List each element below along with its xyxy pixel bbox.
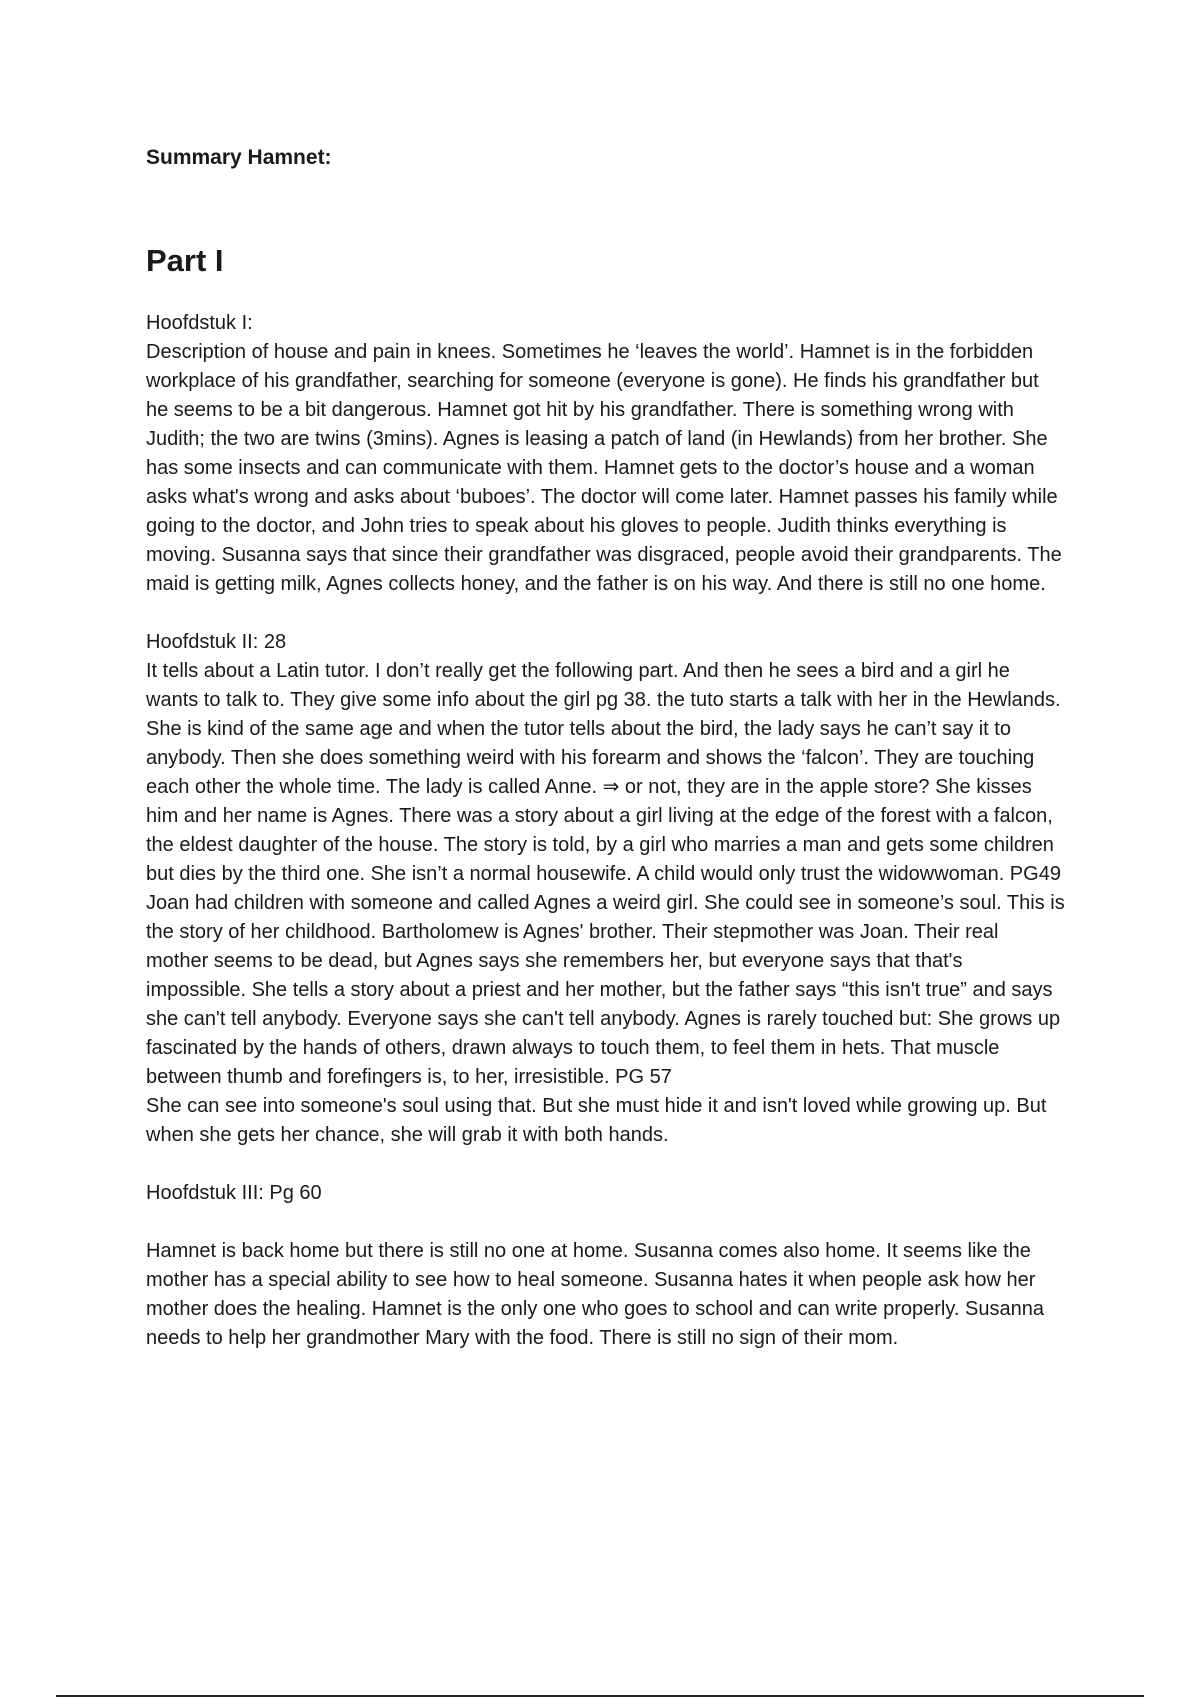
chapter-paragraph: Description of house and pain in knees. Sometimes he ‘leaves the world’. Hamnet is in the forbidden workplace of his grandfather, searching for someone (everyone is gone). He finds his grandfather but he seems to be a bit dangerous. Hamnet got hit by his grandfather. There is something wrong with Judith; the two are twins (3mins). Agnes is leasing a patch of land (in Hewlands) from her brother. She has some insects and can communicate with them. Hamnet gets to the doctor’s house and a woman asks what's wrong and asks about ‘buboes’. The doctor will come later. Hamnet passes his family while going to the doctor, and John tries to speak about his gloves to people. Judith thinks everything is moving. Susanna says that since their grandfather was disgraced, people avoid their grandparents. The maid is getting milk, Agnes collects honey, and the father is on his way. And there is still no one home. bbox=[146, 341, 1062, 595]
document-title: Summary Hamnet: bbox=[146, 146, 332, 169]
page-bottom-divider bbox=[56, 1695, 1144, 1697]
chapter-heading: Hoofdstuk II: 28 bbox=[146, 631, 287, 653]
chapter-heading: Hoofdstuk I: bbox=[146, 312, 253, 334]
chapter-paragraph: Hamnet is back home but there is still no one at home. Susanna comes also home. It seems like the mother has a special ability to see how to heal someone. Susanna hates it when people ask how her mother does the healing. Hamnet is the only one who goes to school and can write properly. Susanna needs to help her grandmother Mary with the food. There is still no sign of their mom. bbox=[146, 1240, 1044, 1349]
chapter-paragraph: It tells about a Latin tutor. I don’t really get the following part. And then he sees a bird and a girl he wants to talk to. They give some info about the girl pg 38. the tuto starts a talk with her in the Hewlands. She is kind of the same age and when the tutor tells about the bird, the lady says he can’t say it to anybody. Then she does something weird with his forearm and shows the ‘falcon’. They are touching each other the whole time. The lady is called Anne. ⇒ or not, they are in the apple store? She kisses him and her name is Agnes. There was a story about a girl living at the edge of the forest with a falcon, the eldest daughter of the house. The story is told, by a girl who marries a man and gets some children but dies by the third one. She isn’t a normal housewife. A child would only trust the widowwoman. PG49 Joan had children with someone and called Agnes a weird girl. She could see in someone’s soul. This is the story of her childhood. Bartholomew is Agnes' brother. Their stepmother was Joan. Their real mother seems to be dead, but Agnes says she remembers her, but everyone says that that's impossible. She tells a story about a priest and her mother, but the father says “this isn't true” and says she can't tell anybody. Everyone says she can't tell anybody. Agnes is rarely touched but: She grows up fascinated by the hands of others, drawn always to touch them, to feel them in hets. That muscle between thumb and forefingers is, to her, irresistible. PG 57 bbox=[146, 660, 1065, 1088]
chapter-section-3 bbox=[146, 1179, 1066, 1353]
chapter-section-1 bbox=[146, 309, 1066, 599]
part-heading: Part I bbox=[146, 243, 224, 278]
document-body bbox=[146, 143, 1066, 1353]
chapter-section-2 bbox=[146, 628, 1066, 1150]
chapter-heading: Hoofdstuk III: Pg 60 bbox=[146, 1182, 322, 1204]
chapter-paragraph: She can see into someone's soul using that. But she must hide it and isn't loved while growing up. But when she gets her chance, she will grab it with both hands. bbox=[146, 1095, 1047, 1146]
